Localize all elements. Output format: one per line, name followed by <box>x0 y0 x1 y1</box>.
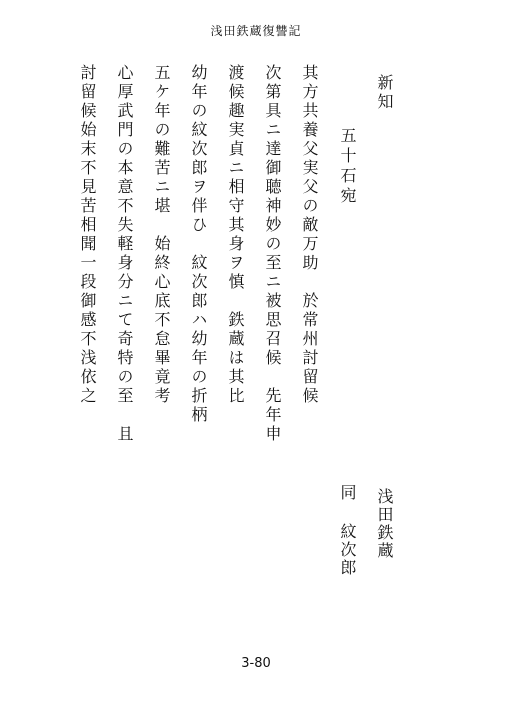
body-column-6: 心厚武門の本意不失軽身分ニて奇特の至 且 <box>115 64 134 444</box>
page-header-title: 浅田鉄蔵復讐記 <box>210 24 302 38</box>
body-column-2: 次第具ニ達御聴神妙の至ニ被思召候 先年申 <box>263 64 282 444</box>
recipient-title: 新知 <box>375 74 394 112</box>
signer-asada-tetsuzo: 浅田鉄蔵 <box>375 488 394 560</box>
body-column-7: 討留候始末不見苦相聞一段御感不浅依之 <box>78 64 97 406</box>
body-column-3: 渡候趣実貞ニ相守其身ヲ慎 鉄蔵は其比 <box>226 64 245 406</box>
signer-monjiro: 同 紋次郎 <box>338 484 357 577</box>
body-column-1: 其方共養父実父の敵万助 於常州討留候 <box>300 64 319 406</box>
body-column-5: 五ケ年の難苦ニ堪 始終心底不怠畢竟考 <box>152 64 171 406</box>
recipient-amount: 五十石宛 <box>338 127 357 207</box>
page-number: 3-80 <box>241 656 271 671</box>
body-column-4: 幼年の紋次郎ヲ伴ひ 紋次郎ハ幼年の折柄 <box>189 64 208 425</box>
